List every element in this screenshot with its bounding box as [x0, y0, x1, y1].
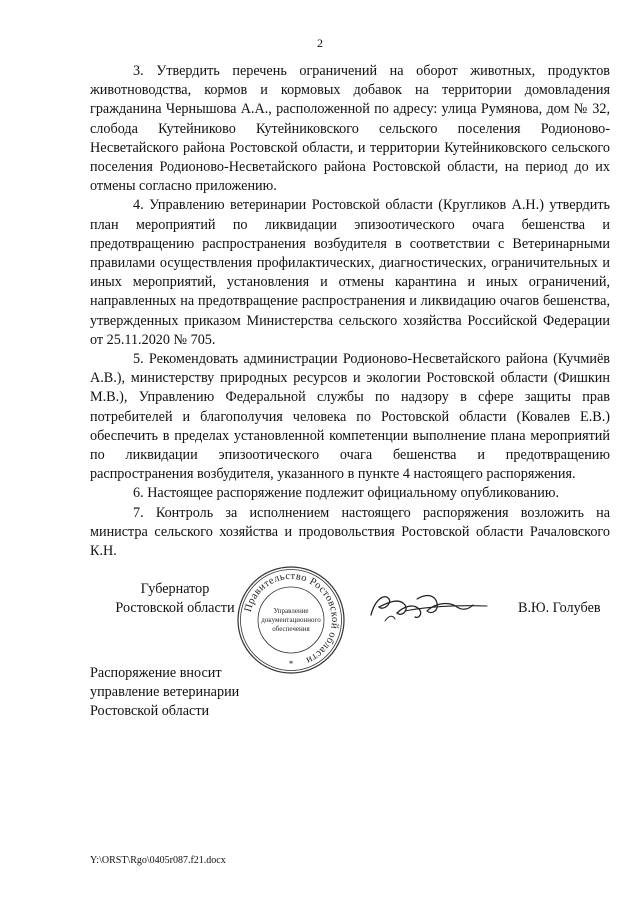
- submitted-by-line2: управление ветеринарии: [90, 684, 240, 701]
- document-body: [90, 62, 610, 561]
- paragraph-3: 3. Утвердить перечень ограничений на оборот животных, продуктов животноводства, кормов и кормовых добавок на территории домовладения гражданина Чернышова А.А., расположенной по адресу: улица Румянова, дом № 32, слобода Кутейниково Кутейниковского сельского поселения Родионово-Несветайского района Ростовской области, и территории Кутейниковского сельского поселения Родионово-Несветайского района Ростовской области, на период до их отмены согласно приложению.: [90, 63, 610, 195]
- paragraph-6: 6. Настоящее распоряжение подлежит официальному опубликованию.: [133, 485, 560, 502]
- paragraph-4: 4. Управлению ветеринарии Ростовской области (Кругликов А.Н.) утвердить план мероприятий по ликвидации эпизоотического очага бешенства и предотвращению распространения возбудителя в соответствии с Ветеринарными правилами осуществления профилактических, диагностических, ограничительных и иных мероприятий, установления и отмены карантина и иных ограничений, направленных на предотвращение распространения и ликвидацию очагов бешенства, утвержденных приказом Министерства сельского хозяйства Российской Федерации от 25.11.2020 № 705.: [90, 197, 610, 348]
- seal-center-line3: обеспечения: [272, 625, 310, 633]
- paragraph-5: 5. Рекомендовать администрации Родионово-Несветайского района (Кучмиёв А.В.), министерству природных ресурсов и экологии Ростовской области (Фишкин М.В.), Управлению Федеральной службы по надзору в сфере защиты прав потребителей и благополучия человека по Ростовской области (Ковалев Е.В.) обеспечить в пределах установленной компетенции выполнение плана мероприятий по ликвидации эпизоотического очага бешенства и предотвращению распространения возбудителя, указанного в пункте 4 настоящего распоряжения.: [90, 351, 610, 483]
- signer-title: [90, 580, 260, 618]
- submitted-by-block: [90, 664, 239, 722]
- file-path-footer: Y:\ORST\Rgo\0405r087.f21.docx: [90, 855, 226, 866]
- seal-center-line1: Управление: [273, 607, 309, 615]
- seal-center-line2: документационного: [261, 616, 321, 624]
- official-seal-stamp: [236, 565, 346, 675]
- signer-title-line2: Ростовской области: [115, 600, 235, 617]
- paragraph-7: 7. Контроль за исполнением настоящего распоряжения возложить на министра сельского хозяйства и продовольствия Ростовской области Рачаловского К.Н.: [90, 504, 610, 560]
- handwritten-signature: [365, 585, 515, 630]
- signer-title-line1: Губернатор: [140, 581, 210, 597]
- submitted-by-line3: Ростовской области: [90, 703, 210, 720]
- seal-star: *: [288, 659, 294, 669]
- submitted-by-line1: Распоряжение вносит: [90, 665, 222, 681]
- signer-name: В.Ю. Голубев: [518, 600, 601, 616]
- page-number: 2: [317, 36, 323, 50]
- seal-ring-text: Правительство Ростовской области: [242, 570, 341, 666]
